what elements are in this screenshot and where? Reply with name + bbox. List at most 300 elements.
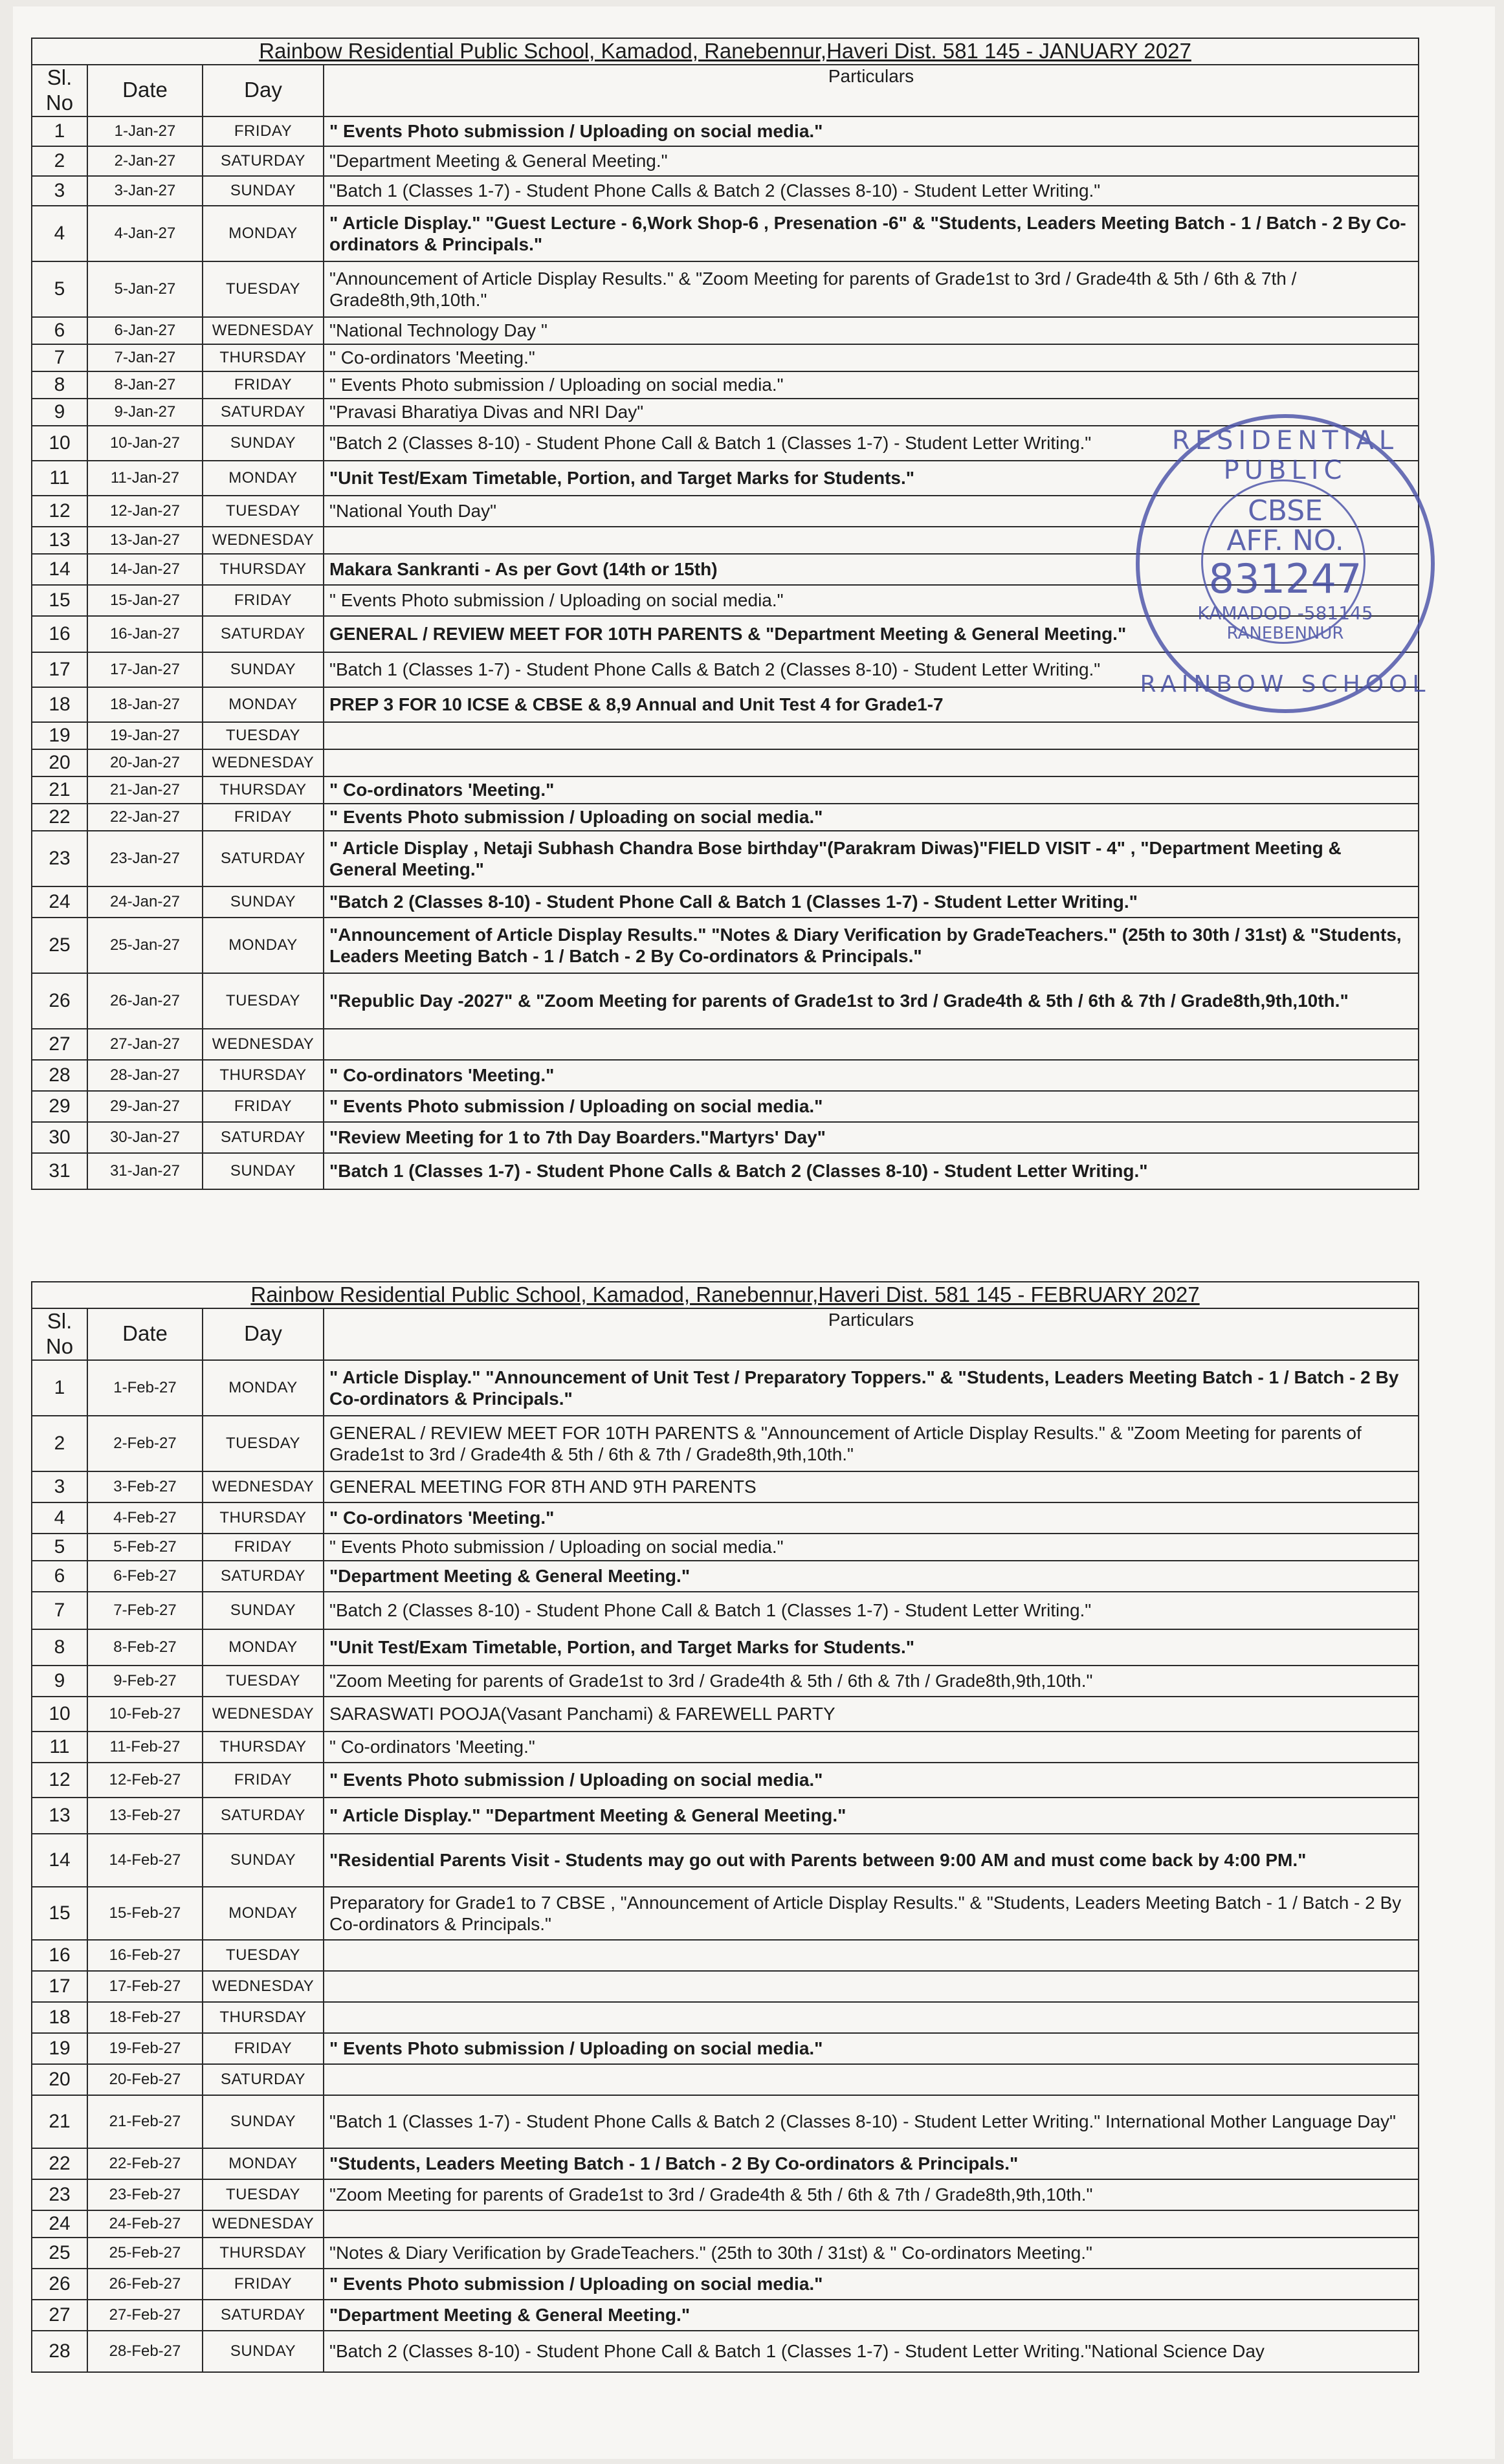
header-day: Day: [203, 1308, 324, 1360]
stamp-line-4: KAMADOD -581145: [1197, 602, 1373, 624]
table-row: [32, 1153, 1419, 1189]
row-date: 2-Jan-27: [87, 146, 203, 176]
row-day: MONDAY: [203, 1360, 324, 1416]
row-date: 4-Feb-27: [87, 1502, 203, 1534]
row-date: 10-Feb-27: [87, 1697, 203, 1732]
header-sl: Sl. No: [32, 1308, 87, 1360]
table-row: [32, 1561, 1419, 1592]
row-day: SUNDAY: [203, 652, 324, 687]
row-date: 21-Feb-27: [87, 2095, 203, 2148]
row-day: SUNDAY: [203, 2095, 324, 2148]
row-date: 10-Jan-27: [87, 426, 203, 461]
row-particulars: "National Technology Day ": [324, 317, 1419, 344]
row-particulars: "Department Meeting & General Meeting.": [324, 2300, 1419, 2331]
row-particulars: SARASWATI POOJA(Vasant Panchami) & FAREWELL PARTY: [324, 1697, 1419, 1732]
row-day: TUESDAY: [203, 1940, 324, 1971]
row-date: 23-Feb-27: [87, 2179, 203, 2210]
row-sl-number: 26: [32, 973, 87, 1029]
row-date: 26-Jan-27: [87, 973, 203, 1029]
row-day: THURSDAY: [203, 344, 324, 371]
january-title: Rainbow Residential Public School, Kamadod, Ranebennur,Haveri Dist. 581 145 - JANUARY 2027: [32, 38, 1419, 65]
row-sl-number: 5: [32, 1534, 87, 1561]
row-date: 19-Feb-27: [87, 2033, 203, 2064]
row-particulars: Preparatory for Grade1 to 7 CBSE , "Announcement of Article Display Results." & "Students, Leaders Meeting Batch - 1 / Batch - 2 By Co-ordinators & Principals.": [324, 1887, 1419, 1940]
row-particulars: "Residential Parents Visit - Students may go out with Parents between 9:00 AM and must come back by 4:00 PM.": [324, 1834, 1419, 1887]
row-date: 12-Jan-27: [87, 496, 203, 527]
row-sl-number: 12: [32, 1763, 87, 1798]
table-row: [32, 2033, 1419, 2064]
row-sl-number: 5: [32, 261, 87, 317]
table-row: [32, 1091, 1419, 1122]
row-sl-number: 10: [32, 426, 87, 461]
table-row: [32, 1763, 1419, 1798]
table-row: [32, 344, 1419, 371]
row-particulars: " Article Display , Netaji Subhash Chandra Bose birthday"(Parakram Diwas)"FIELD VISIT - 4" , "Department Meeting & General Meeting.": [324, 831, 1419, 886]
row-sl-number: 28: [32, 1060, 87, 1091]
row-sl-number: 16: [32, 616, 87, 652]
header-day: Day: [203, 65, 324, 116]
row-sl-number: 26: [32, 2269, 87, 2300]
row-particulars: " Events Photo submission / Uploading on social media.": [324, 2269, 1419, 2300]
row-particulars: " Events Photo submission / Uploading on social media.": [324, 371, 1419, 399]
row-particulars: " Events Photo submission / Uploading on social media.": [324, 1534, 1419, 1561]
row-day: FRIDAY: [203, 371, 324, 399]
row-date: 24-Feb-27: [87, 2210, 203, 2238]
row-date: 16-Feb-27: [87, 1940, 203, 1971]
row-sl-number: 30: [32, 1122, 87, 1153]
row-day: WEDNESDAY: [203, 1697, 324, 1732]
row-sl-number: 12: [32, 496, 87, 527]
row-sl-number: 6: [32, 317, 87, 344]
row-date: 3-Feb-27: [87, 1471, 203, 1502]
row-particulars: "Batch 1 (Classes 1-7) - Student Phone Calls & Batch 2 (Classes 8-10) - Student Letter Writing." International Mother Language Day": [324, 2095, 1419, 2148]
row-day: TUESDAY: [203, 261, 324, 317]
row-date: 18-Jan-27: [87, 687, 203, 722]
row-day: SUNDAY: [203, 176, 324, 206]
table-row: [32, 1122, 1419, 1153]
row-day: FRIDAY: [203, 1091, 324, 1122]
row-particulars: "Batch 2 (Classes 8-10) - Student Phone Call & Batch 1 (Classes 1-7) - Student Letter Writing.": [324, 886, 1419, 918]
row-date: 7-Feb-27: [87, 1592, 203, 1629]
row-day: FRIDAY: [203, 2269, 324, 2300]
table-row: [32, 886, 1419, 918]
row-sl-number: 9: [32, 399, 87, 426]
row-particulars: "Announcement of Article Display Results." "Notes & Diary Verification by GradeTeachers." (25th to 30th / 31st) & "Students, Leaders Meeting Batch - 1 / Batch - 2 By Co-ordinators & Principals.": [324, 918, 1419, 973]
row-particulars: GENERAL / REVIEW MEET FOR 10TH PARENTS & "Announcement of Article Display Results." & "Zoom Meeting for parents of Grade1st to 3rd / Grade4th & 5th / 6th & 7th / Grade8th,9th,10th.": [324, 1416, 1419, 1471]
table-row: [32, 1666, 1419, 1697]
row-particulars: " Co-ordinators 'Meeting.": [324, 1502, 1419, 1534]
row-sl-number: 15: [32, 1887, 87, 1940]
table-row: [32, 1534, 1419, 1561]
row-date: 17-Jan-27: [87, 652, 203, 687]
row-day: TUESDAY: [203, 2179, 324, 2210]
row-particulars: [324, 1971, 1419, 2002]
table-row: [32, 1732, 1419, 1763]
table-row: [32, 2331, 1419, 2372]
february-title: Rainbow Residential Public School, Kamadod, Ranebennur,Haveri Dist. 581 145 - FEBRUARY 2027: [32, 1282, 1419, 1308]
row-day: SATURDAY: [203, 616, 324, 652]
row-sl-number: 15: [32, 585, 87, 616]
row-particulars: " Events Photo submission / Uploading on social media.": [324, 2033, 1419, 2064]
row-particulars: "Department Meeting & General Meeting.": [324, 146, 1419, 176]
row-date: 9-Feb-27: [87, 1666, 203, 1697]
row-date: 22-Jan-27: [87, 804, 203, 831]
table-row: [32, 2179, 1419, 2210]
row-date: 11-Feb-27: [87, 1732, 203, 1763]
row-sl-number: 17: [32, 1971, 87, 2002]
row-particulars: " Co-ordinators 'Meeting.": [324, 344, 1419, 371]
row-day: MONDAY: [203, 206, 324, 261]
table-row: [32, 2095, 1419, 2148]
row-particulars: " Events Photo submission / Uploading on social media.": [324, 585, 1419, 616]
row-date: 9-Jan-27: [87, 399, 203, 426]
row-sl-number: 8: [32, 1629, 87, 1666]
row-day: MONDAY: [203, 918, 324, 973]
row-date: 17-Feb-27: [87, 1971, 203, 2002]
row-sl-number: 14: [32, 1834, 87, 1887]
row-sl-number: 20: [32, 2064, 87, 2095]
row-date: 7-Jan-27: [87, 344, 203, 371]
row-day: FRIDAY: [203, 585, 324, 616]
row-sl-number: 7: [32, 344, 87, 371]
stamp-line-3: 831247: [1208, 555, 1362, 602]
row-particulars: "Batch 2 (Classes 8-10) - Student Phone Call & Batch 1 (Classes 1-7) - Student Letter Writing.": [324, 1592, 1419, 1629]
row-date: 21-Jan-27: [87, 776, 203, 804]
row-day: SUNDAY: [203, 1153, 324, 1189]
row-day: TUESDAY: [203, 722, 324, 749]
table-row: [32, 2300, 1419, 2331]
row-sl-number: 13: [32, 1798, 87, 1834]
stamp-line-2: AFF. NO.: [1226, 524, 1344, 557]
row-day: SUNDAY: [203, 2331, 324, 2372]
table-row: [32, 1834, 1419, 1887]
row-day: SATURDAY: [203, 146, 324, 176]
table-row: [32, 2210, 1419, 2238]
table-row: [32, 399, 1419, 426]
row-day: TUESDAY: [203, 496, 324, 527]
row-particulars: " Events Photo submission / Uploading on social media.": [324, 116, 1419, 146]
row-particulars: [324, 749, 1419, 776]
row-day: FRIDAY: [203, 2033, 324, 2064]
row-sl-number: 31: [32, 1153, 87, 1189]
row-particulars: "Students, Leaders Meeting Batch - 1 / Batch - 2 By Co-ordinators & Principals.": [324, 2148, 1419, 2179]
row-sl-number: 25: [32, 918, 87, 973]
row-day: SATURDAY: [203, 399, 324, 426]
row-sl-number: 19: [32, 2033, 87, 2064]
row-sl-number: 23: [32, 831, 87, 886]
table-row: [32, 1629, 1419, 1666]
table-row: [32, 1592, 1419, 1629]
table-row: [32, 918, 1419, 973]
table-row: [32, 1971, 1419, 2002]
row-sl-number: 24: [32, 2210, 87, 2238]
row-particulars: " Article Display." "Guest Lecture - 6,Work Shop-6 , Presenation -6" & "Students, Leaders Meeting Batch - 1 / Batch - 2 By Co-ordinators & Principals.": [324, 206, 1419, 261]
row-day: WEDNESDAY: [203, 2210, 324, 2238]
row-particulars: "Announcement of Article Display Results." & "Zoom Meeting for parents of Grade1st to 3rd / Grade4th & 5th / 6th & 7th / Grade8th,9th,10th.": [324, 261, 1419, 317]
row-sl-number: 2: [32, 146, 87, 176]
row-sl-number: 3: [32, 1471, 87, 1502]
row-particulars: "National Youth Day": [324, 496, 1419, 527]
row-particulars: "Zoom Meeting for parents of Grade1st to 3rd / Grade4th & 5th / 6th & 7th / Grade8th,9th,10th.": [324, 2179, 1419, 2210]
row-sl-number: 29: [32, 1091, 87, 1122]
row-day: THURSDAY: [203, 2002, 324, 2033]
row-day: WEDNESDAY: [203, 527, 324, 554]
row-sl-number: 13: [32, 527, 87, 554]
row-sl-number: 1: [32, 1360, 87, 1416]
table-row: [32, 1029, 1419, 1060]
school-seal-stamp: [1136, 414, 1435, 713]
row-day: MONDAY: [203, 2148, 324, 2179]
row-sl-number: 28: [32, 2331, 87, 2372]
row-day: SUNDAY: [203, 426, 324, 461]
row-particulars: "Review Meeting for 1 to 7th Day Boarders."Martyrs' Day": [324, 1122, 1419, 1153]
row-date: 26-Feb-27: [87, 2269, 203, 2300]
row-sl-number: 11: [32, 461, 87, 496]
row-date: 29-Jan-27: [87, 1091, 203, 1122]
row-day: SATURDAY: [203, 2064, 324, 2095]
row-day: SATURDAY: [203, 1798, 324, 1834]
row-date: 4-Jan-27: [87, 206, 203, 261]
row-sl-number: 2: [32, 1416, 87, 1471]
row-particulars: "Pravasi Bharatiya Divas and NRI Day": [324, 399, 1419, 426]
row-day: FRIDAY: [203, 804, 324, 831]
row-particulars: " Events Photo submission / Uploading on social media.": [324, 1091, 1419, 1122]
row-day: WEDNESDAY: [203, 1029, 324, 1060]
table-row: [32, 206, 1419, 261]
table-row: [32, 776, 1419, 804]
row-day: THURSDAY: [203, 2238, 324, 2269]
row-day: TUESDAY: [203, 1416, 324, 1471]
row-particulars: [324, 2064, 1419, 2095]
row-sl-number: 16: [32, 1940, 87, 1971]
row-sl-number: 9: [32, 1666, 87, 1697]
row-day: MONDAY: [203, 1629, 324, 1666]
row-day: WEDNESDAY: [203, 749, 324, 776]
row-day: THURSDAY: [203, 1732, 324, 1763]
row-date: 13-Jan-27: [87, 527, 203, 554]
row-date: 14-Jan-27: [87, 554, 203, 585]
row-day: SUNDAY: [203, 1834, 324, 1887]
row-date: 27-Jan-27: [87, 1029, 203, 1060]
row-date: 1-Feb-27: [87, 1360, 203, 1416]
row-day: SUNDAY: [203, 886, 324, 918]
table-row: [32, 749, 1419, 776]
row-date: 20-Feb-27: [87, 2064, 203, 2095]
table-row: [32, 2238, 1419, 2269]
row-sl-number: 21: [32, 2095, 87, 2148]
february-calendar-table: [31, 1281, 1419, 2373]
row-day: WEDNESDAY: [203, 1971, 324, 2002]
row-day: SUNDAY: [203, 1592, 324, 1629]
row-particulars: "Batch 1 (Classes 1-7) - Student Phone Calls & Batch 2 (Classes 8-10) - Student Letter Writing.": [324, 1153, 1419, 1189]
row-day: SATURDAY: [203, 2300, 324, 2331]
table-row: [32, 722, 1419, 749]
row-particulars: PREP 3 FOR 10 ICSE & CBSE & 8,9 Annual and Unit Test 4 for Grade1-7: [324, 687, 1419, 722]
header-date: Date: [87, 1308, 203, 1360]
table-row: [32, 317, 1419, 344]
row-sl-number: 21: [32, 776, 87, 804]
row-day: SATURDAY: [203, 1122, 324, 1153]
table-row: [32, 2148, 1419, 2179]
row-date: 6-Feb-27: [87, 1561, 203, 1592]
row-date: 30-Jan-27: [87, 1122, 203, 1153]
row-day: SATURDAY: [203, 831, 324, 886]
row-sl-number: 7: [32, 1592, 87, 1629]
row-date: 5-Jan-27: [87, 261, 203, 317]
row-sl-number: 1: [32, 116, 87, 146]
row-day: FRIDAY: [203, 1763, 324, 1798]
row-day: FRIDAY: [203, 116, 324, 146]
row-particulars: [324, 1029, 1419, 1060]
table-row: [32, 2269, 1419, 2300]
row-day: WEDNESDAY: [203, 1471, 324, 1502]
row-particulars: "Unit Test/Exam Timetable, Portion, and Target Marks for Students.": [324, 1629, 1419, 1666]
row-particulars: " Co-ordinators 'Meeting.": [324, 776, 1419, 804]
row-sl-number: 22: [32, 2148, 87, 2179]
header-date: Date: [87, 65, 203, 116]
row-date: 14-Feb-27: [87, 1834, 203, 1887]
row-particulars: " Events Photo submission / Uploading on social media.": [324, 1763, 1419, 1798]
row-date: 13-Feb-27: [87, 1798, 203, 1834]
row-sl-number: 25: [32, 2238, 87, 2269]
table-row: [32, 831, 1419, 886]
row-sl-number: 3: [32, 176, 87, 206]
row-date: 5-Feb-27: [87, 1534, 203, 1561]
row-date: 28-Feb-27: [87, 2331, 203, 2372]
row-day: THURSDAY: [203, 776, 324, 804]
row-particulars: "Unit Test/Exam Timetable, Portion, and Target Marks for Students.": [324, 461, 1419, 496]
table-row: [32, 176, 1419, 206]
row-particulars: GENERAL MEETING FOR 8TH AND 9TH PARENTS: [324, 1471, 1419, 1502]
row-date: 18-Feb-27: [87, 2002, 203, 2033]
row-sl-number: 27: [32, 2300, 87, 2331]
row-sl-number: 23: [32, 2179, 87, 2210]
row-particulars: " Events Photo submission / Uploading on social media.": [324, 804, 1419, 831]
row-particulars: "Department Meeting & General Meeting.": [324, 1561, 1419, 1592]
row-particulars: " Article Display." "Announcement of Unit Test / Preparatory Toppers." & "Students, Leaders Meeting Batch - 1 / Batch - 2 By Co-ordinators & Principals.": [324, 1360, 1419, 1416]
row-sl-number: 27: [32, 1029, 87, 1060]
row-sl-number: 4: [32, 1502, 87, 1534]
row-sl-number: 24: [32, 886, 87, 918]
row-particulars: [324, 2002, 1419, 2033]
row-day: MONDAY: [203, 461, 324, 496]
row-date: 8-Feb-27: [87, 1629, 203, 1666]
row-date: 25-Feb-27: [87, 2238, 203, 2269]
table-row: [32, 1940, 1419, 1971]
row-particulars: "Batch 2 (Classes 8-10) - Student Phone Call & Batch 1 (Classes 1-7) - Student Letter Writing.": [324, 426, 1419, 461]
row-sl-number: 8: [32, 371, 87, 399]
row-sl-number: 14: [32, 554, 87, 585]
row-sl-number: 6: [32, 1561, 87, 1592]
table-row: [32, 146, 1419, 176]
row-date: 11-Jan-27: [87, 461, 203, 496]
table-row: [32, 1697, 1419, 1732]
table-row: [32, 2002, 1419, 2033]
row-sl-number: 17: [32, 652, 87, 687]
row-particulars: "Batch 1 (Classes 1-7) - Student Phone Calls & Batch 2 (Classes 8-10) - Student Letter Writing.": [324, 652, 1419, 687]
stamp-ring-top: RESIDENTIAL PUBLIC: [1171, 426, 1399, 485]
row-date: 6-Jan-27: [87, 317, 203, 344]
row-date: 24-Jan-27: [87, 886, 203, 918]
row-date: 3-Jan-27: [87, 176, 203, 206]
table-row: [32, 261, 1419, 317]
table-row: [32, 116, 1419, 146]
row-date: 12-Feb-27: [87, 1763, 203, 1798]
row-date: 23-Jan-27: [87, 831, 203, 886]
row-day: WEDNESDAY: [203, 317, 324, 344]
table-row: [32, 1471, 1419, 1502]
row-particulars: "Zoom Meeting for parents of Grade1st to 3rd / Grade4th & 5th / 6th & 7th / Grade8th,9th,10th.": [324, 1666, 1419, 1697]
table-row: [32, 973, 1419, 1029]
row-particulars: " Co-ordinators 'Meeting.": [324, 1060, 1419, 1091]
table-row: [32, 1798, 1419, 1834]
header-particulars: Particulars: [324, 65, 1419, 116]
row-particulars: " Article Display." "Department Meeting & General Meeting.": [324, 1798, 1419, 1834]
stamp-ring-bottom: RAINBOW SCHOOL: [1140, 671, 1431, 698]
row-date: 15-Jan-27: [87, 585, 203, 616]
row-sl-number: 22: [32, 804, 87, 831]
table-row: [32, 2064, 1419, 2095]
row-date: 27-Feb-27: [87, 2300, 203, 2331]
table-row: [32, 1360, 1419, 1416]
row-date: 2-Feb-27: [87, 1416, 203, 1471]
header-sl: Sl. No: [32, 65, 87, 116]
row-particulars: [324, 722, 1419, 749]
row-particulars: [324, 2210, 1419, 2238]
table-row: [32, 1416, 1419, 1471]
row-day: SATURDAY: [203, 1561, 324, 1592]
header-particulars: Particulars: [324, 1308, 1419, 1360]
row-day: TUESDAY: [203, 973, 324, 1029]
row-particulars: [324, 1940, 1419, 1971]
row-date: 22-Feb-27: [87, 2148, 203, 2179]
table-row: [32, 371, 1419, 399]
row-date: 1-Jan-27: [87, 116, 203, 146]
row-date: 31-Jan-27: [87, 1153, 203, 1189]
row-sl-number: 20: [32, 749, 87, 776]
row-sl-number: 10: [32, 1697, 87, 1732]
row-date: 15-Feb-27: [87, 1887, 203, 1940]
row-day: THURSDAY: [203, 1502, 324, 1534]
row-particulars: "Notes & Diary Verification by GradeTeachers." (25th to 30th / 31st) & " Co-ordinators Meeting.": [324, 2238, 1419, 2269]
row-date: 8-Jan-27: [87, 371, 203, 399]
table-row: [32, 804, 1419, 831]
row-sl-number: 11: [32, 1732, 87, 1763]
table-row: [32, 1060, 1419, 1091]
table-row: [32, 1887, 1419, 1940]
row-date: 25-Jan-27: [87, 918, 203, 973]
row-sl-number: 18: [32, 2002, 87, 2033]
row-particulars: "Republic Day -2027" & "Zoom Meeting for parents of Grade1st to 3rd / Grade4th & 5th / 6th & 7th / Grade8th,9th,10th.": [324, 973, 1419, 1029]
stamp-line-1: CBSE: [1248, 494, 1323, 527]
row-date: 20-Jan-27: [87, 749, 203, 776]
row-date: 16-Jan-27: [87, 616, 203, 652]
row-day: THURSDAY: [203, 554, 324, 585]
row-sl-number: 4: [32, 206, 87, 261]
row-particulars: "Batch 2 (Classes 8-10) - Student Phone Call & Batch 1 (Classes 1-7) - Student Letter Writing."National Science Day: [324, 2331, 1419, 2372]
row-day: TUESDAY: [203, 1666, 324, 1697]
row-day: MONDAY: [203, 1887, 324, 1940]
row-particulars: GENERAL / REVIEW MEET FOR 10TH PARENTS & "Department Meeting & General Meeting.": [324, 616, 1419, 652]
row-day: FRIDAY: [203, 1534, 324, 1561]
row-sl-number: 18: [32, 687, 87, 722]
row-date: 28-Jan-27: [87, 1060, 203, 1091]
row-date: 19-Jan-27: [87, 722, 203, 749]
row-day: MONDAY: [203, 687, 324, 722]
table-row: [32, 1502, 1419, 1534]
row-particulars: "Batch 1 (Classes 1-7) - Student Phone Calls & Batch 2 (Classes 8-10) - Student Letter Writing.": [324, 176, 1419, 206]
row-particulars: " Co-ordinators 'Meeting.": [324, 1732, 1419, 1763]
